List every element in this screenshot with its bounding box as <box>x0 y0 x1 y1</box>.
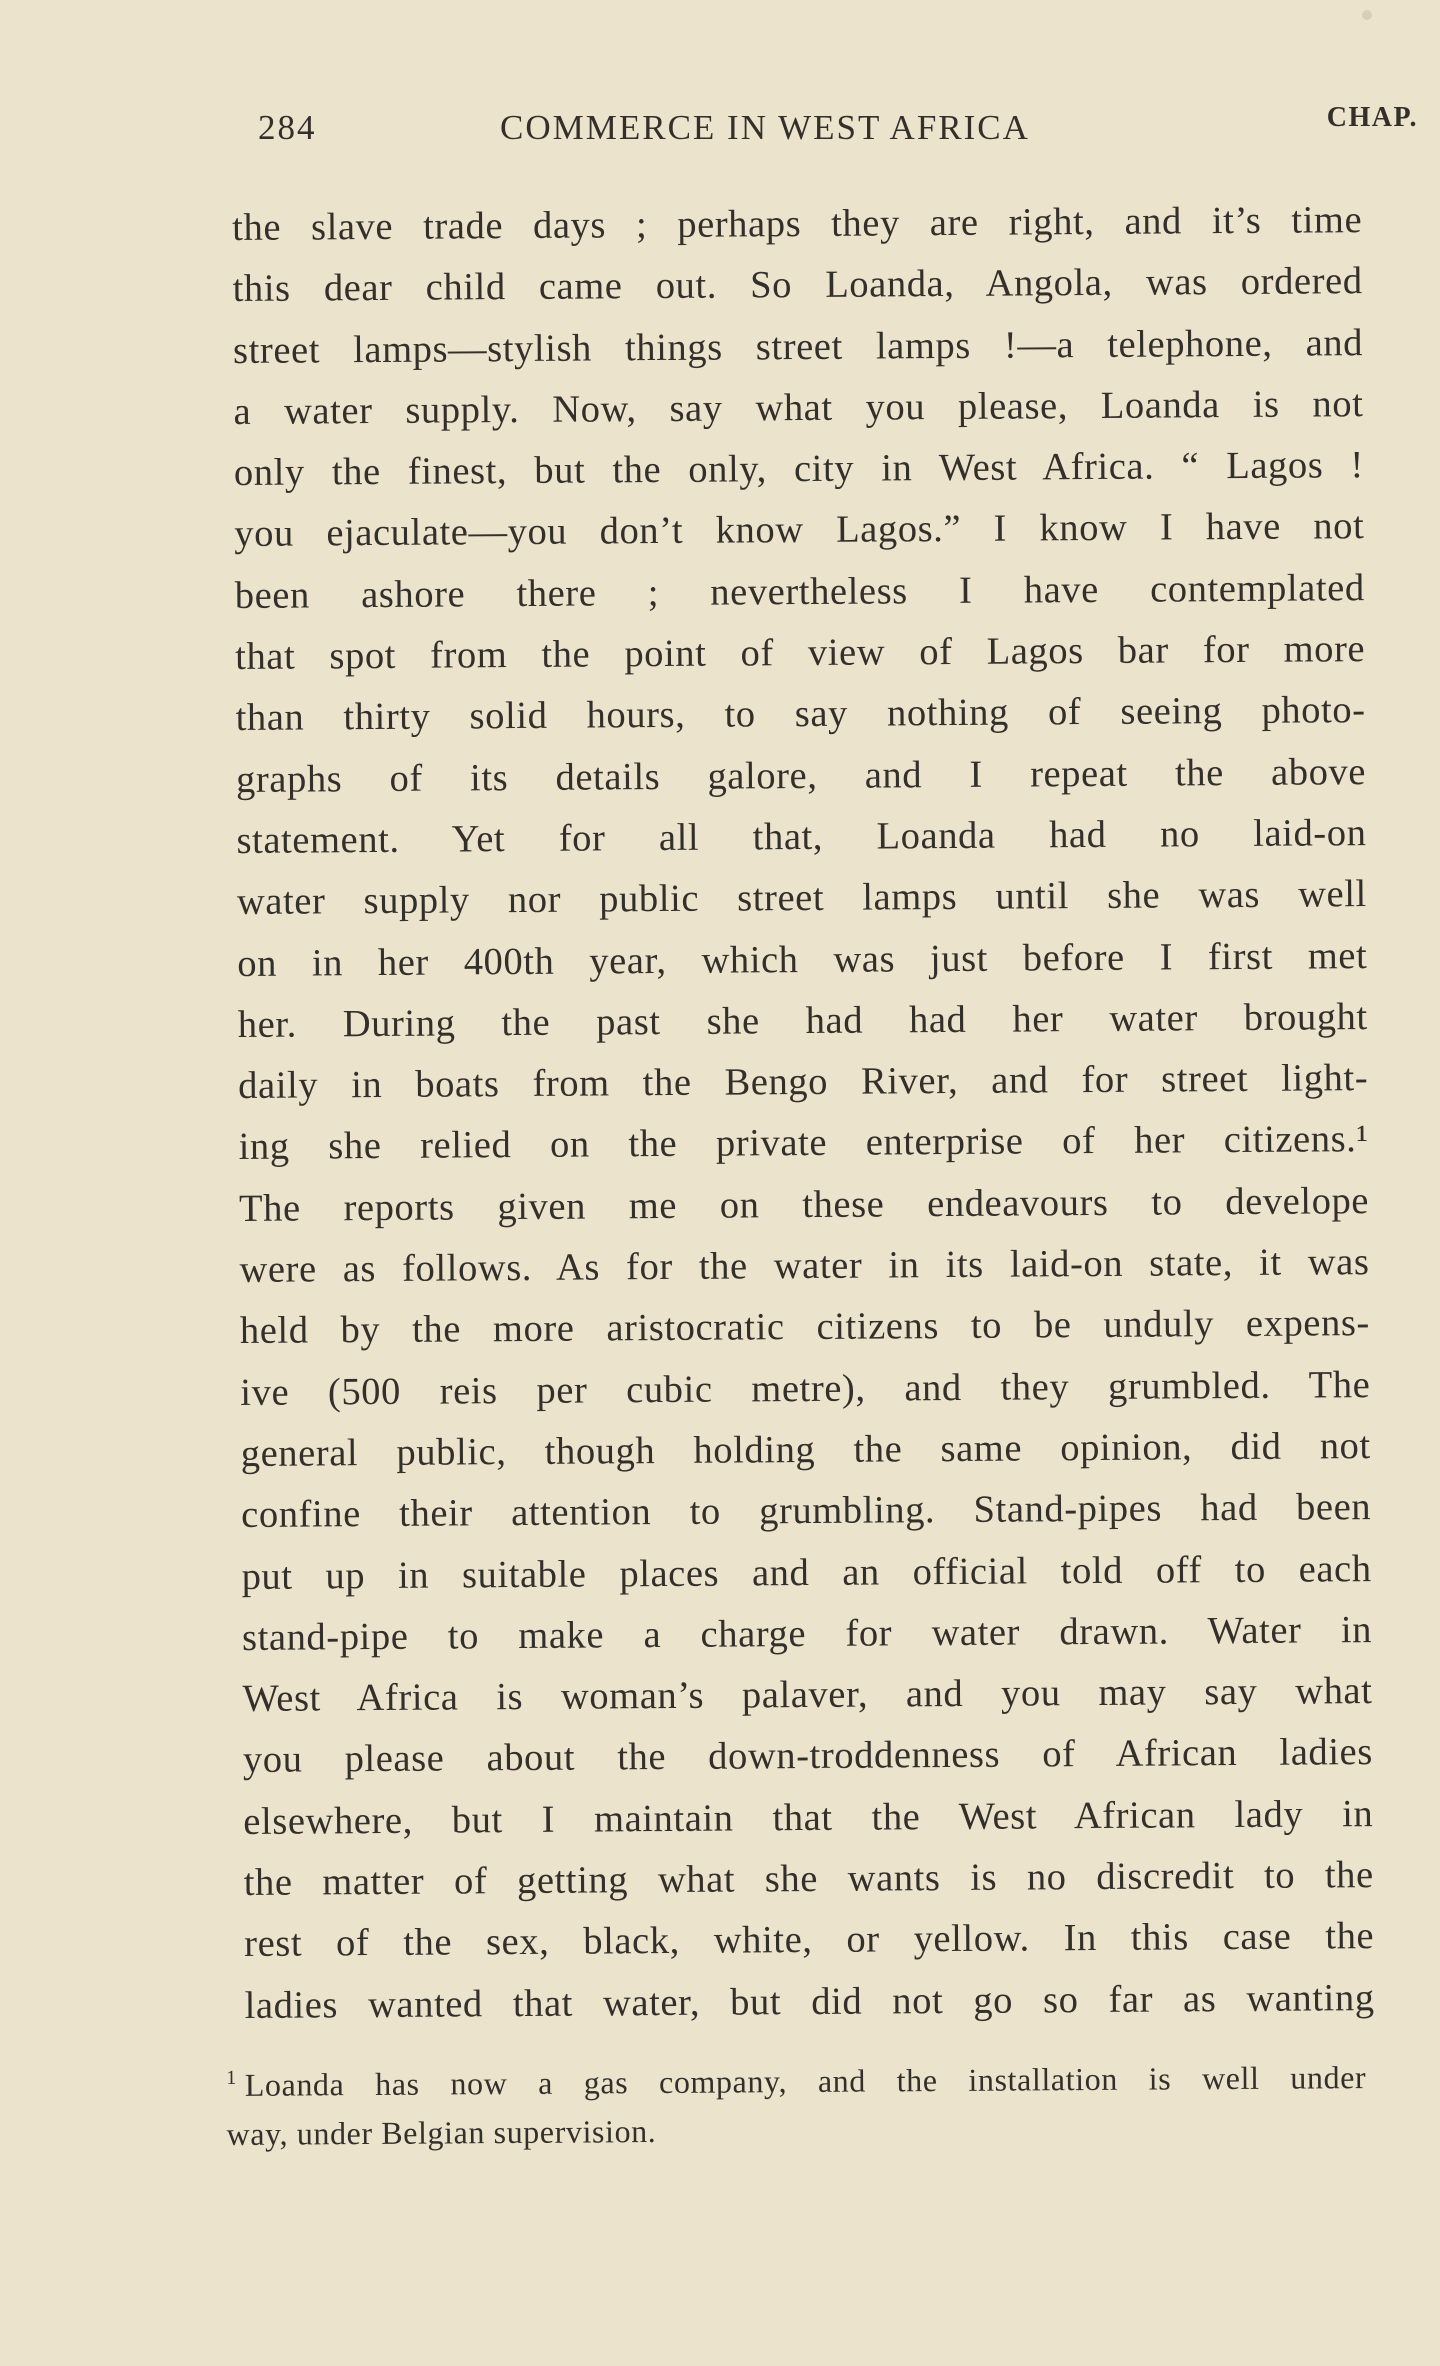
text-line: ing she relied on the private enterprise of her citizens.¹ <box>238 1118 1369 1169</box>
text-line: confine their attention to grumbling. Stand-pipes had been <box>241 1486 1372 1537</box>
text-line: a water supply. Now, say what you please, Loanda is not <box>233 382 1364 433</box>
text-line: been ashore there ; nevertheless I have contemplated <box>234 566 1365 617</box>
text-line: were as follows. As for the water in its laid-on state, it was <box>239 1241 1370 1292</box>
text-line: only the finest, but the only, city in West Africa. “ Lagos ! <box>233 444 1365 495</box>
text-line: the slave trade days ; perhaps they are right, and it’s time <box>232 199 1363 249</box>
paper-speck <box>1362 10 1372 20</box>
text-line: held by the more aristocratic citizens to be unduly expens- <box>239 1302 1371 1353</box>
footnote <box>226 2046 1367 2159</box>
text-line: water supply nor public street lamps until she was well <box>236 873 1368 924</box>
body-text <box>232 190 1375 2037</box>
text-line: rest of the sex, black, white, or yellow. In this case the <box>244 1915 1375 1966</box>
chapter-abbreviation: CHAP. <box>1326 102 1418 133</box>
text-line: you ejaculate—you don’t know Lagos.” I know I have not <box>234 505 1365 556</box>
text-line: stand-pipe to make a charge for water drawn. Water in <box>241 1608 1373 1659</box>
footnote-line: way, under Belgian supervision. <box>226 2112 657 2152</box>
text-line: The reports given me on these endeavours to develope <box>238 1179 1370 1230</box>
text-line: her. During the past she had had her water brought <box>237 995 1368 1046</box>
text-line: than thirty solid hours, to say nothing of seeing photo- <box>235 689 1366 740</box>
text-line: ive (500 reis per cubic metre), and they grumbled. The <box>240 1363 1371 1414</box>
text-line: street lamps—stylish things street lamps !—a telephone, and <box>232 321 1364 372</box>
text-line: the matter of getting what she wants is no discredit to the <box>243 1854 1374 1904</box>
running-title: COMMERCE IN WEST AFRICA <box>500 108 1030 147</box>
text-line: general public, though holding the same opinion, did not <box>240 1425 1371 1475</box>
text-line: this dear child came out. So Loanda, Angola, was ordered <box>232 260 1363 311</box>
page-number: 284 <box>258 108 317 147</box>
text-line: daily in boats from the Bengo River, and for street light- <box>238 1057 1369 1108</box>
text-line: you please about the down-troddenness of African ladies <box>242 1731 1374 1782</box>
text-line: ladies wanted that water, but did not go so far as wanting <box>244 1976 1375 2027</box>
text-line: West Africa is woman’s palaver, and you may say what <box>242 1670 1373 1721</box>
footnote-line <box>226 2046 1366 2110</box>
text-line: put up in suitable places and an official told off to each <box>241 1547 1372 1598</box>
text-line: elsewhere, but I maintain that the West African lady in <box>243 1792 1374 1843</box>
text-line: graphs of its details galore, and I repeat the above <box>235 750 1367 801</box>
text-line: that spot from the point of view of Lagos bar for more <box>235 628 1366 679</box>
running-head <box>258 102 1418 158</box>
footnote-text: Loanda has now a gas company, and the installation is well under <box>244 2059 1367 2103</box>
footnote-marker: 1 <box>226 2066 237 2089</box>
text-line: statement. Yet for all that, Loanda had no laid-on <box>236 812 1367 862</box>
text-line: on in her 400th year, which was just before I first met <box>237 934 1368 985</box>
